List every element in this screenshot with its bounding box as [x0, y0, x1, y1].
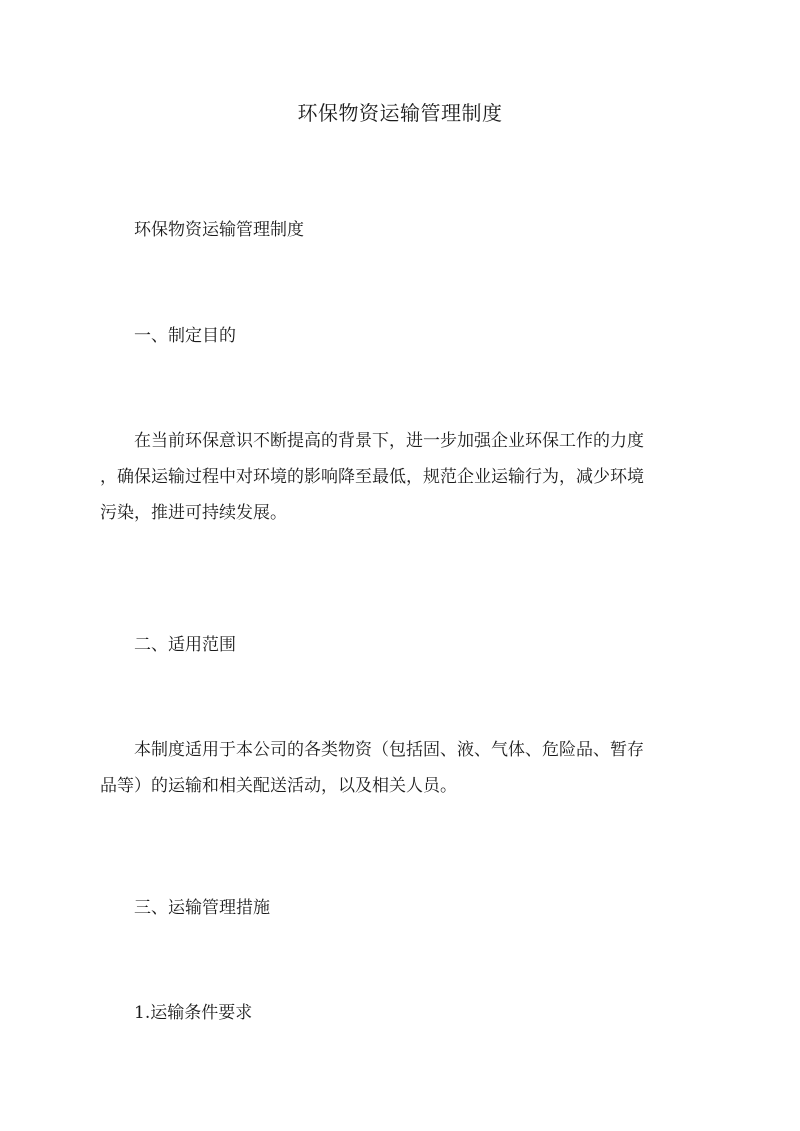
- section-heading-scope: 二、适用范围: [134, 635, 236, 655]
- paragraph-line: 本制度适用于本公司的各类物资（包括固、液、气体、危险品、暂存: [134, 740, 644, 760]
- section-heading-measures: 三、运输管理措施: [134, 898, 270, 918]
- document-subtitle: 环保物资运输管理制度: [134, 220, 304, 240]
- document-title: 环保物资运输管理制度: [297, 101, 503, 125]
- subsection-heading-transport-conditions: 1.运输条件要求: [134, 1003, 253, 1023]
- paragraph-line: 在当前环保意识不断提高的背景下，进一步加强企业环保工作的力度: [134, 431, 644, 451]
- section-paragraph-scope: [100, 732, 700, 804]
- section-heading-purpose: 一、制定目的: [134, 326, 236, 346]
- paragraph-line: ，确保运输过程中对环境的影响降至最低，规范企业运输行为，减少环境: [100, 467, 644, 487]
- paragraph-line: 品等）的运输和相关配送活动，以及相关人员。: [100, 776, 457, 796]
- paragraph-line: 污染，推进可持续发展。: [100, 503, 287, 523]
- section-paragraph-purpose: [100, 423, 700, 531]
